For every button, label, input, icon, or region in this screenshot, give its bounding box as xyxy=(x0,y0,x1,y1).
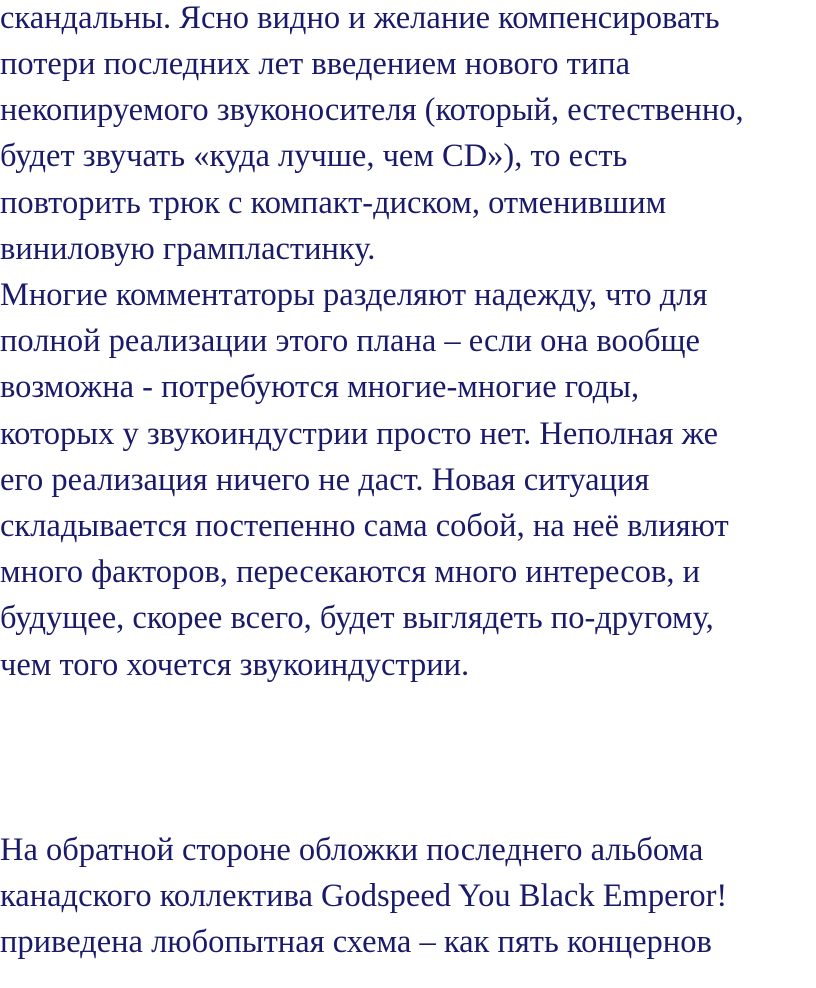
text-line: скандальны. Ясно видно и желание компенсировать xyxy=(0,0,720,36)
text-line: приведена любопытная схема – как пять концернов xyxy=(0,924,712,960)
text-line: виниловую грампластинку. xyxy=(0,231,376,267)
text-line: некопируемого звуконосителя (который, естественно, xyxy=(0,92,744,128)
text-line: Многие комментаторы разделяют надежду, что для xyxy=(0,277,708,313)
text-line: повторить трюк с компакт-диском, отменившим xyxy=(0,185,667,221)
text-line: которых у звукоиндустрии просто нет. Неполная же xyxy=(0,416,719,452)
text-line: потери последних лет введением нового типа xyxy=(0,46,631,82)
text-line: канадского коллектива Godspeed You Black Emperor! xyxy=(0,878,728,914)
text-line: складывается постепенно сама собой, на неё влияют xyxy=(0,508,729,544)
text-line: много факторов, пересекаются много интересов, и xyxy=(0,554,700,590)
text-line: будущее, скорее всего, будет выглядеть по-другому, xyxy=(0,600,714,636)
text-line: полной реализации этого плана – если она вообще xyxy=(0,323,700,359)
text-line: чем того хочется звукоиндустрии. xyxy=(0,647,470,683)
text-line: На обратной стороне обложки последнего альбома xyxy=(0,832,704,868)
text-line: будет звучать «куда лучше, чем CD»), то есть xyxy=(0,138,628,174)
text-line: его реализация ничего не даст. Новая ситуация xyxy=(0,462,650,498)
text-line: возможна - потребуются многие-многие годы, xyxy=(0,369,640,405)
